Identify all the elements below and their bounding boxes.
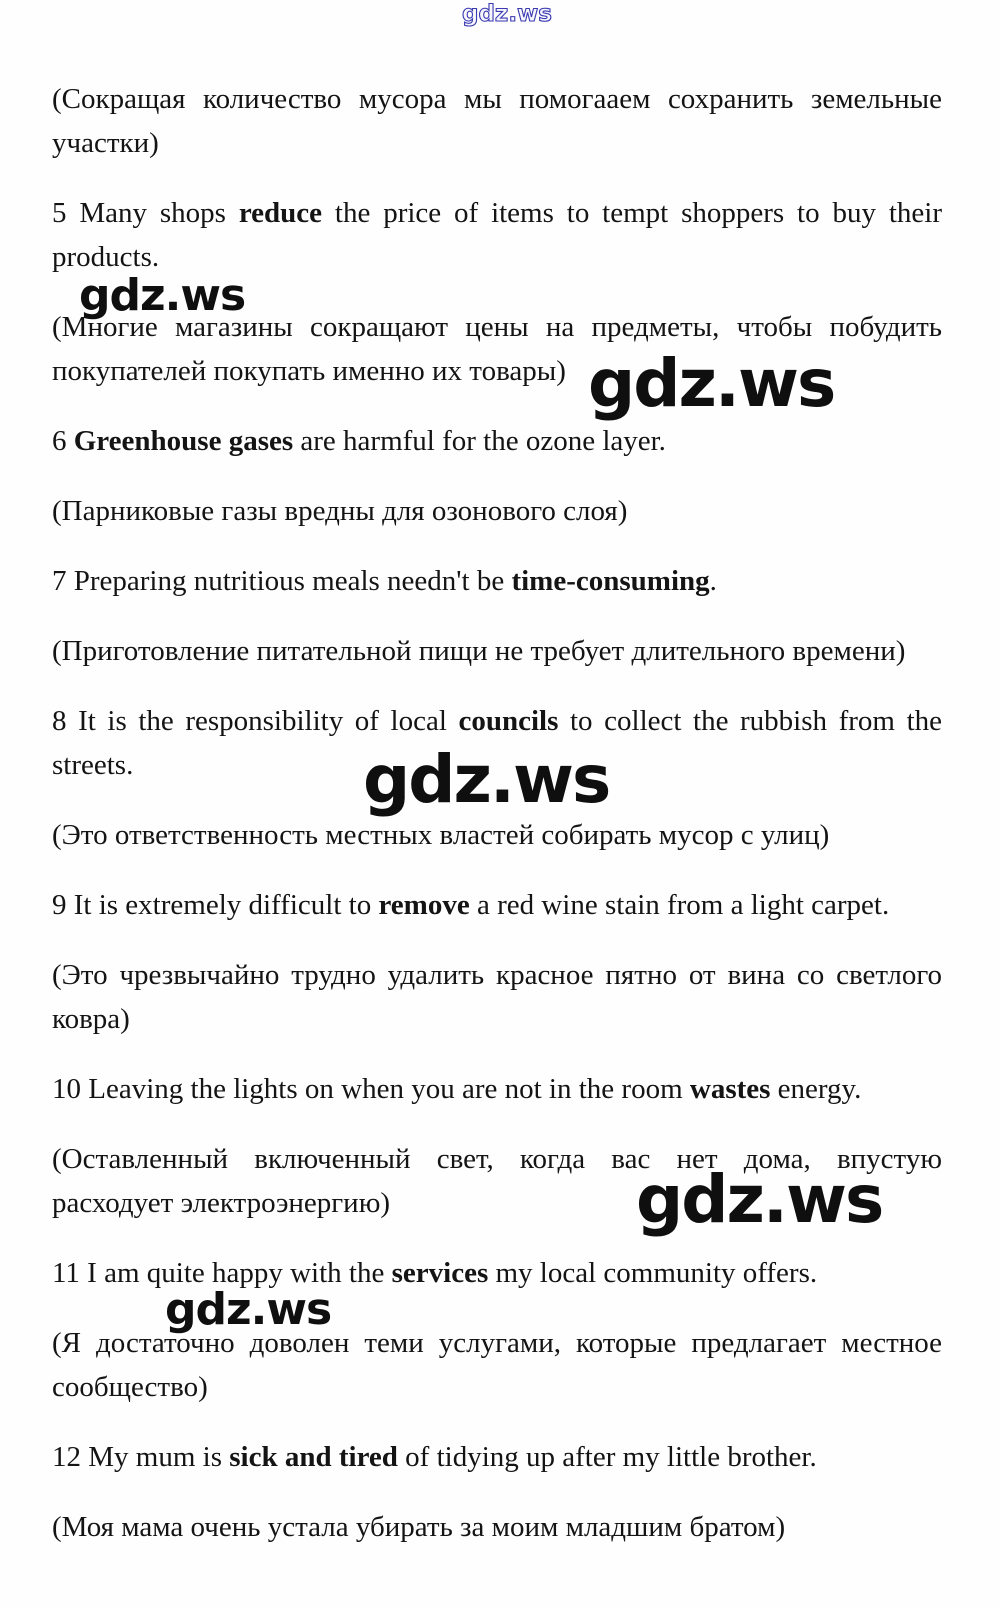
text-line — [52, 743, 942, 787]
text-run: 11 I am quite happy with the — [52, 1257, 392, 1289]
text-run: . — [709, 565, 717, 597]
paragraph — [52, 1067, 942, 1111]
keyword-bold: Greenhouse gases — [73, 425, 294, 457]
text-line — [52, 121, 942, 165]
paragraph — [52, 883, 942, 927]
text-run: my local community offers. — [488, 1257, 818, 1289]
gdz-watermark: gdz.ws — [79, 270, 246, 321]
text-run: (Оставленный включенный свет, когда вас нет дома, впустую — [52, 1143, 942, 1175]
keyword-bold: reduce — [238, 197, 323, 229]
text-run: (Сокращая количество мусора мы помогааем сохранить земельные — [52, 83, 942, 115]
paragraph — [52, 1505, 942, 1549]
paragraph — [52, 813, 942, 857]
paragraph — [52, 305, 942, 393]
text-line — [52, 1181, 942, 1225]
text-line — [52, 953, 942, 997]
text-line — [52, 349, 942, 393]
text-line — [52, 1321, 942, 1365]
keyword-bold: time-consuming — [511, 565, 710, 597]
paragraph — [52, 489, 942, 533]
text-run: участки) — [52, 127, 159, 159]
paragraph — [52, 1435, 942, 1479]
text-run: energy. — [770, 1073, 862, 1105]
text-run: расходует электроэнергию) — [52, 1187, 391, 1219]
keyword-bold: wastes — [689, 1073, 771, 1105]
text-line — [52, 305, 942, 349]
text-run: 10 Leaving the lights on when you are not in the room — [52, 1073, 690, 1105]
text-line — [52, 559, 942, 603]
text-run: (Я достаточно доволен теми услугами, которые предлагает местное — [52, 1327, 942, 1359]
text-run: 8 It is the responsibility of local — [52, 705, 459, 737]
paragraph — [52, 419, 942, 463]
text-run: ковра) — [52, 1003, 130, 1035]
text-run: 6 — [52, 425, 74, 457]
paragraph — [52, 191, 942, 279]
text-run: (Это ответственность местных властей собирать мусор с улиц) — [52, 819, 830, 851]
text-run: (Парниковые газы вредны для озонового слоя) — [52, 495, 628, 527]
text-line — [52, 997, 942, 1041]
paragraph — [52, 629, 942, 673]
gdz-watermark: gdz.ws — [636, 1161, 883, 1238]
text-run: a red wine stain from a light carpet. — [469, 889, 890, 921]
text-line — [52, 419, 942, 463]
text-run: 12 My mum is — [52, 1441, 230, 1473]
text-line — [52, 1251, 942, 1295]
gdz-watermark-outline: gdz.ws — [462, 1, 552, 27]
text-line — [52, 813, 942, 857]
text-line — [52, 191, 942, 235]
paragraph — [52, 77, 942, 165]
paragraph — [52, 559, 942, 603]
gdz-watermark: gdz.ws — [165, 1284, 332, 1335]
keyword-bold: councils — [458, 705, 559, 737]
text-run: the price of items to tempt shoppers to buy their — [322, 197, 942, 229]
text-run: are harmful for the ozone layer. — [293, 425, 666, 457]
text-line — [52, 629, 942, 673]
keyword-bold: sick and tired — [229, 1441, 398, 1473]
text-run: to collect the rubbish from the — [558, 705, 942, 737]
gdz-watermark: gdz.ws — [588, 345, 835, 422]
text-run: 7 Preparing nutritious meals needn't be — [52, 565, 512, 597]
text-line — [52, 699, 942, 743]
text-run: (Многие магазины сокращают цены на предметы, чтобы побудить — [52, 311, 942, 343]
text-run: покупателей покупать именно их товары) — [52, 355, 566, 387]
text-line — [52, 1505, 942, 1549]
text-run: (Это чрезвычайно трудно удалить красное пятно от вина со светлого — [52, 959, 942, 991]
text-line — [52, 489, 942, 533]
paragraph — [52, 1251, 942, 1295]
text-run: (Моя мама очень устала убирать за моим младшим братом) — [52, 1511, 786, 1543]
text-run: сообщество) — [52, 1371, 208, 1403]
text-line — [52, 1435, 942, 1479]
text-run: (Приготовление питательной пищи не требует длительного времени) — [52, 635, 906, 667]
text-run: products. — [52, 241, 160, 273]
text-run: 5 Many shops — [52, 197, 239, 229]
paragraph — [52, 1321, 942, 1409]
text-line — [52, 1137, 942, 1181]
text-line — [52, 1067, 942, 1111]
paragraph — [52, 699, 942, 787]
paragraph — [52, 1137, 942, 1225]
keyword-bold: remove — [378, 889, 470, 921]
text-run: 9 It is extremely difficult to — [52, 889, 379, 921]
text-run: of tidying up after my little brother. — [397, 1441, 817, 1473]
text-run: streets. — [52, 749, 134, 781]
text-line — [52, 77, 942, 121]
text-line — [52, 1365, 942, 1409]
text-line — [52, 235, 942, 279]
keyword-bold: services — [391, 1257, 489, 1289]
text-line — [52, 883, 942, 927]
gdz-watermark: gdz.ws — [363, 741, 610, 818]
paragraph — [52, 953, 942, 1041]
